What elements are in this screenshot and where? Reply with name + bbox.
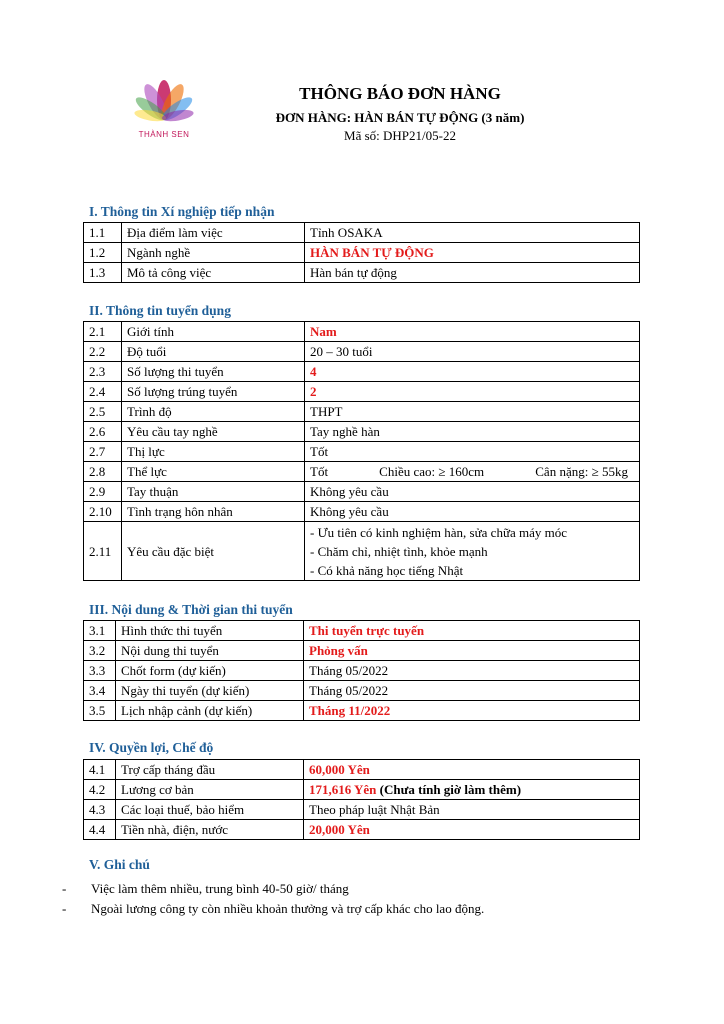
table-row xyxy=(84,462,640,482)
table-row xyxy=(84,442,640,462)
row-number: 1.3 xyxy=(84,263,122,283)
row-number: 2.11 xyxy=(84,522,122,581)
row-label: Địa điểm làm việc xyxy=(122,223,305,243)
table-row xyxy=(84,263,640,283)
section-3-table xyxy=(83,620,640,721)
requirement-line: - Có khả năng học tiếng Nhật xyxy=(310,562,464,578)
company-logo xyxy=(125,70,203,142)
table-row xyxy=(84,681,640,701)
order-subtitle: ĐƠN HÀNG: HÀN BÁN TỰ ĐỘNG (3 năm) xyxy=(275,110,525,125)
section-title-3: III. Nội dung & Thời gian thi tuyển xyxy=(89,602,293,617)
lotus-icon xyxy=(125,70,203,132)
row-label: Mô tả công việc xyxy=(122,263,305,283)
row-number: 2.10 xyxy=(84,502,122,522)
row-value: Tay nghề hàn xyxy=(305,422,640,442)
note-text: Việc làm thêm nhiều, trung bình 40-50 giờ/ tháng xyxy=(91,881,349,896)
row-number: 2.7 xyxy=(84,442,122,462)
table-row xyxy=(84,422,640,442)
row-label: Lịch nhập cảnh (dự kiến) xyxy=(116,701,304,721)
row-number: 4.1 xyxy=(84,760,116,780)
table-row xyxy=(84,243,640,263)
row-number: 2.4 xyxy=(84,382,122,402)
row-label: Tiền nhà, điện, nước xyxy=(116,820,304,840)
table-row xyxy=(84,502,640,522)
salary-note: (Chưa tính giờ làm thêm) xyxy=(379,782,522,797)
row-number: 2.1 xyxy=(84,322,122,342)
section-1-table xyxy=(83,222,640,283)
row-value xyxy=(304,780,640,800)
row-label: Tình trạng hôn nhân xyxy=(122,502,305,522)
row-number: 2.3 xyxy=(84,362,122,382)
table-row xyxy=(84,800,640,820)
base-salary: 171,616 Yên xyxy=(309,782,377,797)
table-row xyxy=(84,382,640,402)
row-value: 4 xyxy=(305,362,640,382)
table-row xyxy=(84,760,640,780)
row-value: Tháng 05/2022 xyxy=(304,681,640,701)
row-number: 2.8 xyxy=(84,462,122,482)
row-value: Tỉnh OSAKA xyxy=(305,223,640,243)
row-label: Giới tính xyxy=(122,322,305,342)
note-text: Ngoài lương công ty còn nhiều khoản thưởng và trợ cấp khác cho lao động. xyxy=(91,901,485,916)
row-number: 2.5 xyxy=(84,402,122,422)
row-value: Hàn bán tự động xyxy=(305,263,640,283)
table-row xyxy=(84,780,640,800)
row-value: Phỏng vấn xyxy=(304,641,640,661)
fitness-values xyxy=(310,463,634,480)
table-row xyxy=(84,641,640,661)
section-title-1: I. Thông tin Xí nghiệp tiếp nhận xyxy=(89,204,275,219)
row-label: Nội dung thi tuyển xyxy=(116,641,304,661)
row-value: 60,000 Yên xyxy=(304,760,640,780)
section-title-4: IV. Quyền lợi, Chế độ xyxy=(89,740,214,755)
table-row xyxy=(84,522,640,581)
section-title-5: V. Ghi chú xyxy=(89,857,150,872)
row-value: 20,000 Yên xyxy=(304,820,640,840)
row-label: Hình thức thi tuyển xyxy=(116,621,304,641)
row-number: 2.9 xyxy=(84,482,122,502)
row-value: Theo pháp luật Nhật Bản xyxy=(304,800,640,820)
row-value: 2 xyxy=(305,382,640,402)
row-number: 2.2 xyxy=(84,342,122,362)
table-row xyxy=(84,322,640,342)
row-label: Số lượng thi tuyển xyxy=(122,362,305,382)
row-number: 3.1 xyxy=(84,621,116,641)
table-row xyxy=(84,701,640,721)
row-number: 3.2 xyxy=(84,641,116,661)
row-label: Tay thuận xyxy=(122,482,305,502)
table-row xyxy=(84,342,640,362)
row-label: Các loại thuế, bảo hiểm xyxy=(116,800,304,820)
row-number: 1.2 xyxy=(84,243,122,263)
row-label: Số lượng trúng tuyển xyxy=(122,382,305,402)
section-4-table xyxy=(83,759,640,840)
table-row xyxy=(84,820,640,840)
row-value xyxy=(305,522,640,581)
row-value: Không yêu cầu xyxy=(305,482,640,502)
row-value: 20 – 30 tuổi xyxy=(305,342,640,362)
row-number: 3.4 xyxy=(84,681,116,701)
table-row xyxy=(84,362,640,382)
table-row xyxy=(84,661,640,681)
requirement-line: - Chăm chỉ, nhiệt tình, khỏe mạnh xyxy=(310,543,488,559)
row-label: Ngành nghề xyxy=(122,243,305,263)
table-row xyxy=(84,482,640,502)
row-label: Ngày thi tuyển (dự kiến) xyxy=(116,681,304,701)
row-number: 4.2 xyxy=(84,780,116,800)
row-value: THPT xyxy=(305,402,640,422)
row-value: Tháng 05/2022 xyxy=(304,661,640,681)
row-value: Thi tuyển trực tuyến xyxy=(304,621,640,641)
row-label: Yêu cầu đặc biệt xyxy=(122,522,305,581)
row-number: 4.3 xyxy=(84,800,116,820)
row-value: Không yêu cầu xyxy=(305,502,640,522)
notes-list xyxy=(62,879,484,919)
row-value: Nam xyxy=(305,322,640,342)
section-title-2: II. Thông tin tuyển dụng xyxy=(89,303,231,318)
row-number: 3.3 xyxy=(84,661,116,681)
list-item xyxy=(62,879,484,899)
requirement-line: - Ưu tiên có kinh nghiệm hàn, sửa chữa máy móc xyxy=(310,524,568,540)
row-value xyxy=(305,462,640,482)
list-item xyxy=(62,899,484,919)
fitness-general: Tốt xyxy=(310,464,329,479)
bullet-dash: - xyxy=(62,881,67,896)
row-label: Yêu cầu tay nghề xyxy=(122,422,305,442)
row-value: Tốt xyxy=(305,442,640,462)
table-row xyxy=(84,621,640,641)
row-label: Độ tuổi xyxy=(122,342,305,362)
row-number: 2.6 xyxy=(84,422,122,442)
row-number: 3.5 xyxy=(84,701,116,721)
fitness-height: Chiều cao: ≥ 160cm xyxy=(379,464,485,479)
table-row xyxy=(84,402,640,422)
row-value: HÀN BÁN TỰ ĐỘNG xyxy=(305,243,640,263)
order-code: Mã số: DHP21/05-22 xyxy=(344,128,456,143)
row-label: Thể lực xyxy=(122,462,305,482)
table-row xyxy=(84,223,640,243)
row-label: Chốt form (dự kiến) xyxy=(116,661,304,681)
logo-text: THÀNH SEN xyxy=(138,130,190,139)
row-label: Lương cơ bản xyxy=(116,780,304,800)
fitness-weight: Cân nặng: ≥ 55kg xyxy=(535,464,628,479)
row-label: Thị lực xyxy=(122,442,305,462)
row-number: 4.4 xyxy=(84,820,116,840)
section-2-table xyxy=(83,321,640,581)
row-number: 1.1 xyxy=(84,223,122,243)
bullet-dash: - xyxy=(62,901,67,916)
row-value: Tháng 11/2022 xyxy=(304,701,640,721)
row-label: Trình độ xyxy=(122,402,305,422)
document-title: THÔNG BÁO ĐƠN HÀNG xyxy=(299,84,501,103)
row-label: Trợ cấp tháng đầu xyxy=(116,760,304,780)
